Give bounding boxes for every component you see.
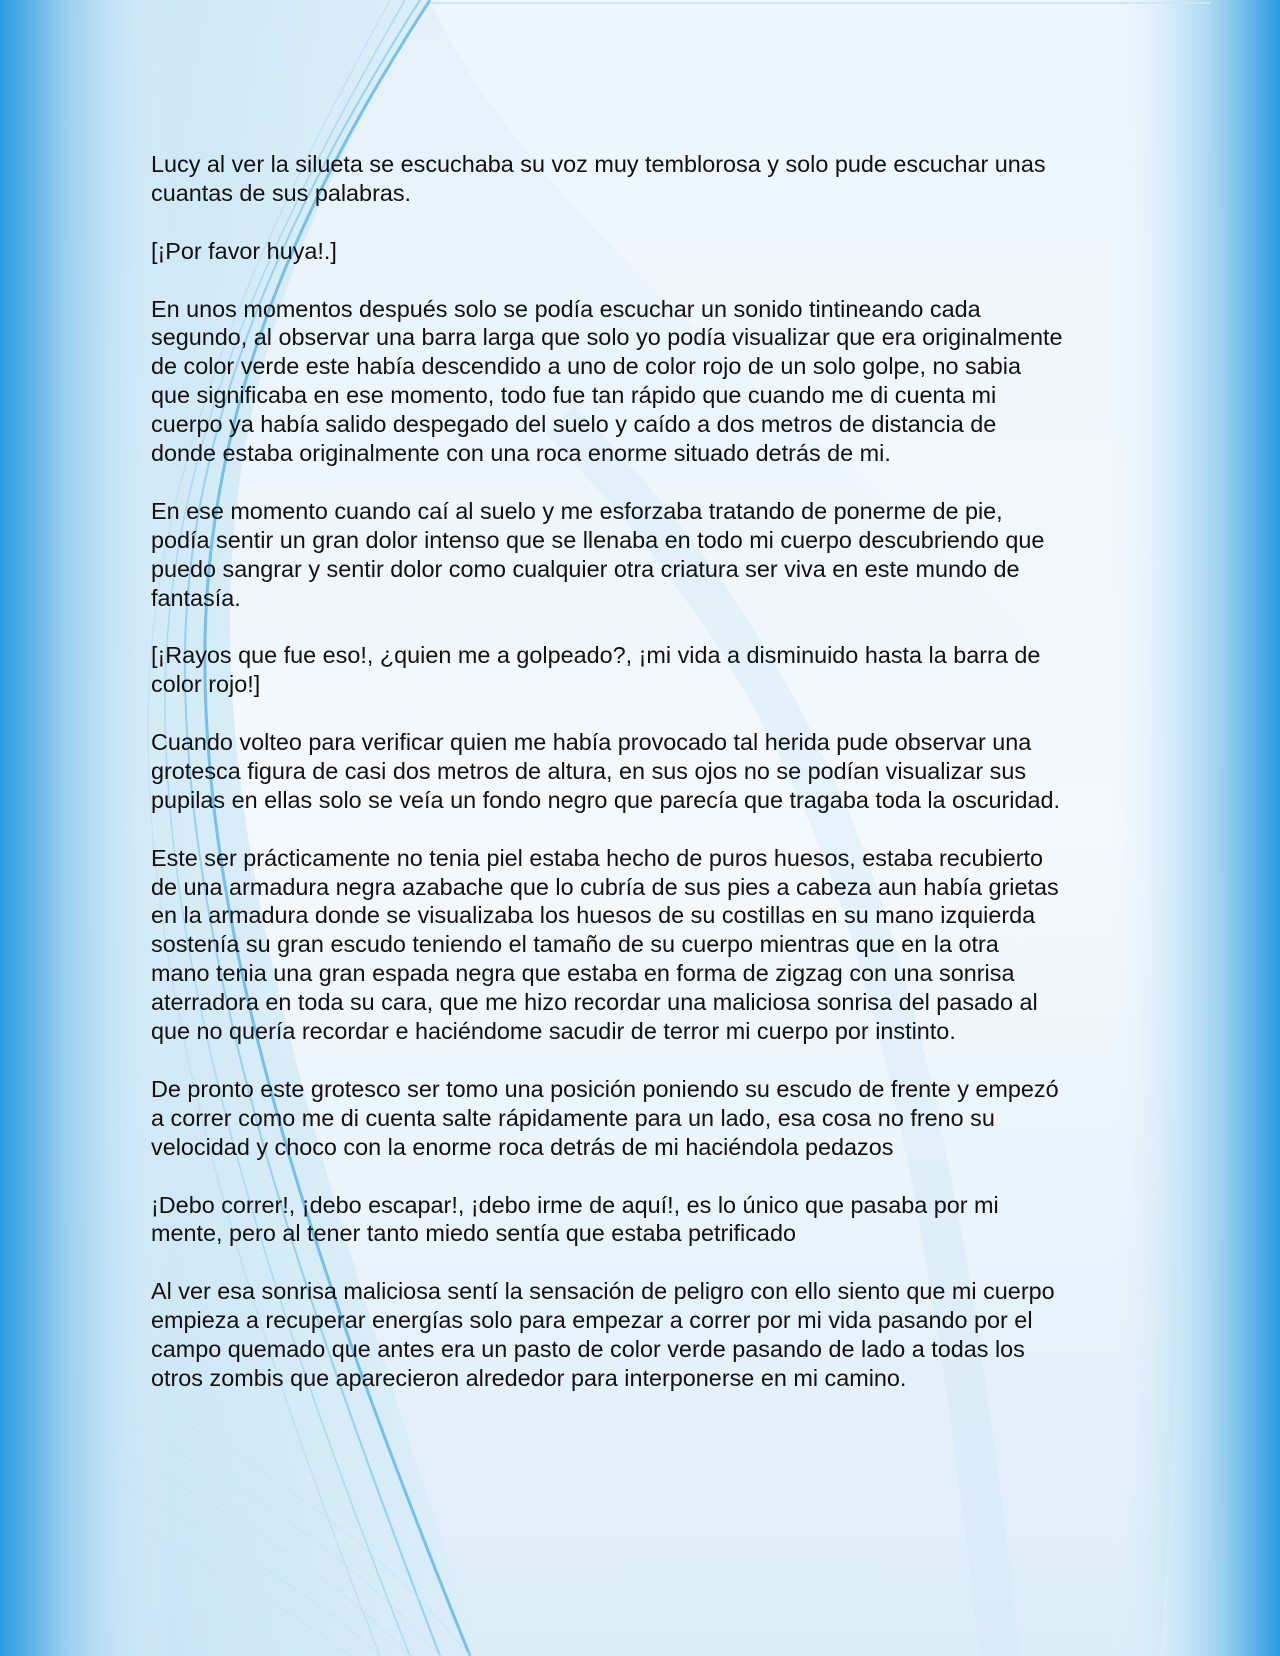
paragraph-9: ¡Debo correr!, ¡debo escapar!, ¡debo irme de aquí!, es lo único que pasaba por mi mente, pero al tener tanto miedo sentía que estaba petrificado [151,1191,999,1247]
paragraph-6: Cuando volteo para verificar quien me había provocado tal herida pude observar una grotesca figura de casi dos metros de altura, en sus ojos no se podían visualizar sus pupilas en ellas solo se veía un fondo negro que parecía que tragaba toda la oscuridad. [151,729,1060,813]
paragraph-3: En unos momentos después solo se podía escuchar un sonido tintineando cada segundo, al observar una barra larga que solo yo podía visualizar que era originalmente de color verde este había descendido a uno de color rojo de un solo golpe, no sabia que significaba en ese momento, todo fue tan rápido que cuando me di cuenta mi cuerpo ya había salido despegado del suelo y caído a dos metros de distancia de donde estaba originalmente con una roca enorme situado detrás de mi. [151,295,1063,467]
paragraph-4: En ese momento cuando caí al suelo y me esforzaba tratando de ponerme de pie, podía sentir un gran dolor intenso que se llenaba en todo mi cuerpo descubriendo que puedo sangrar y sentir dolor como cualquier otra criatura ser viva en este mundo de fantasía. [151,497,1045,611]
paragraph-5: [¡Rayos que fue eso!, ¿quien me a golpeado?, ¡mi vida a disminuido hasta la barra de color rojo!] [151,642,1041,698]
paragraph-1: Lucy al ver la silueta se escuchaba su voz muy temblorosa y solo pude escuchar unas cuantas de sus palabras. [151,151,1046,206]
paragraph-10: Al ver esa sonrisa maliciosa sentí la sensación de peligro con ello siento que mi cuerpo empieza a recuperar energías solo para empezar a correr por mi vida pasando por el campo quemado que antes era un pasto de color verde pasando de lado a todas los otros zombis que aparecieron alrededor para interponerse en mi camino. [151,1278,1055,1391]
paragraph-2: [¡Por favor huya!.] [151,237,337,264]
paragraph-7: Este ser prácticamente no tenia piel estaba hecho de puros huesos, estaba recubierto de una armadura negra azabache que lo cubría de sus pies a cabeza aun había grietas en la armadura donde se visualizaba los huesos de su costillas en su mano izquierda sostenía su gran escudo teniendo el tamaño de su cuerpo mientras que en la otra mano tenia una gran espada negra que estaba en forma de zigzag con una sonrisa aterradora en toda su cara, que me hizo recordar una maliciosa sonrisa del pasado al que no quería recordar e haciéndome sacudir de terror mi cuerpo por instinto. [151,844,1059,1045]
paragraph-8: De pronto este grotesco ser tomo una posición poniendo su escudo de frente y empezó a correr como me di cuenta salte rápidamente para un lado, esa cosa no freno su velocidad y choco con la enorme roca detrás de mi haciéndola pedazos [151,1075,1059,1160]
story-text [151,150,1136,1422]
